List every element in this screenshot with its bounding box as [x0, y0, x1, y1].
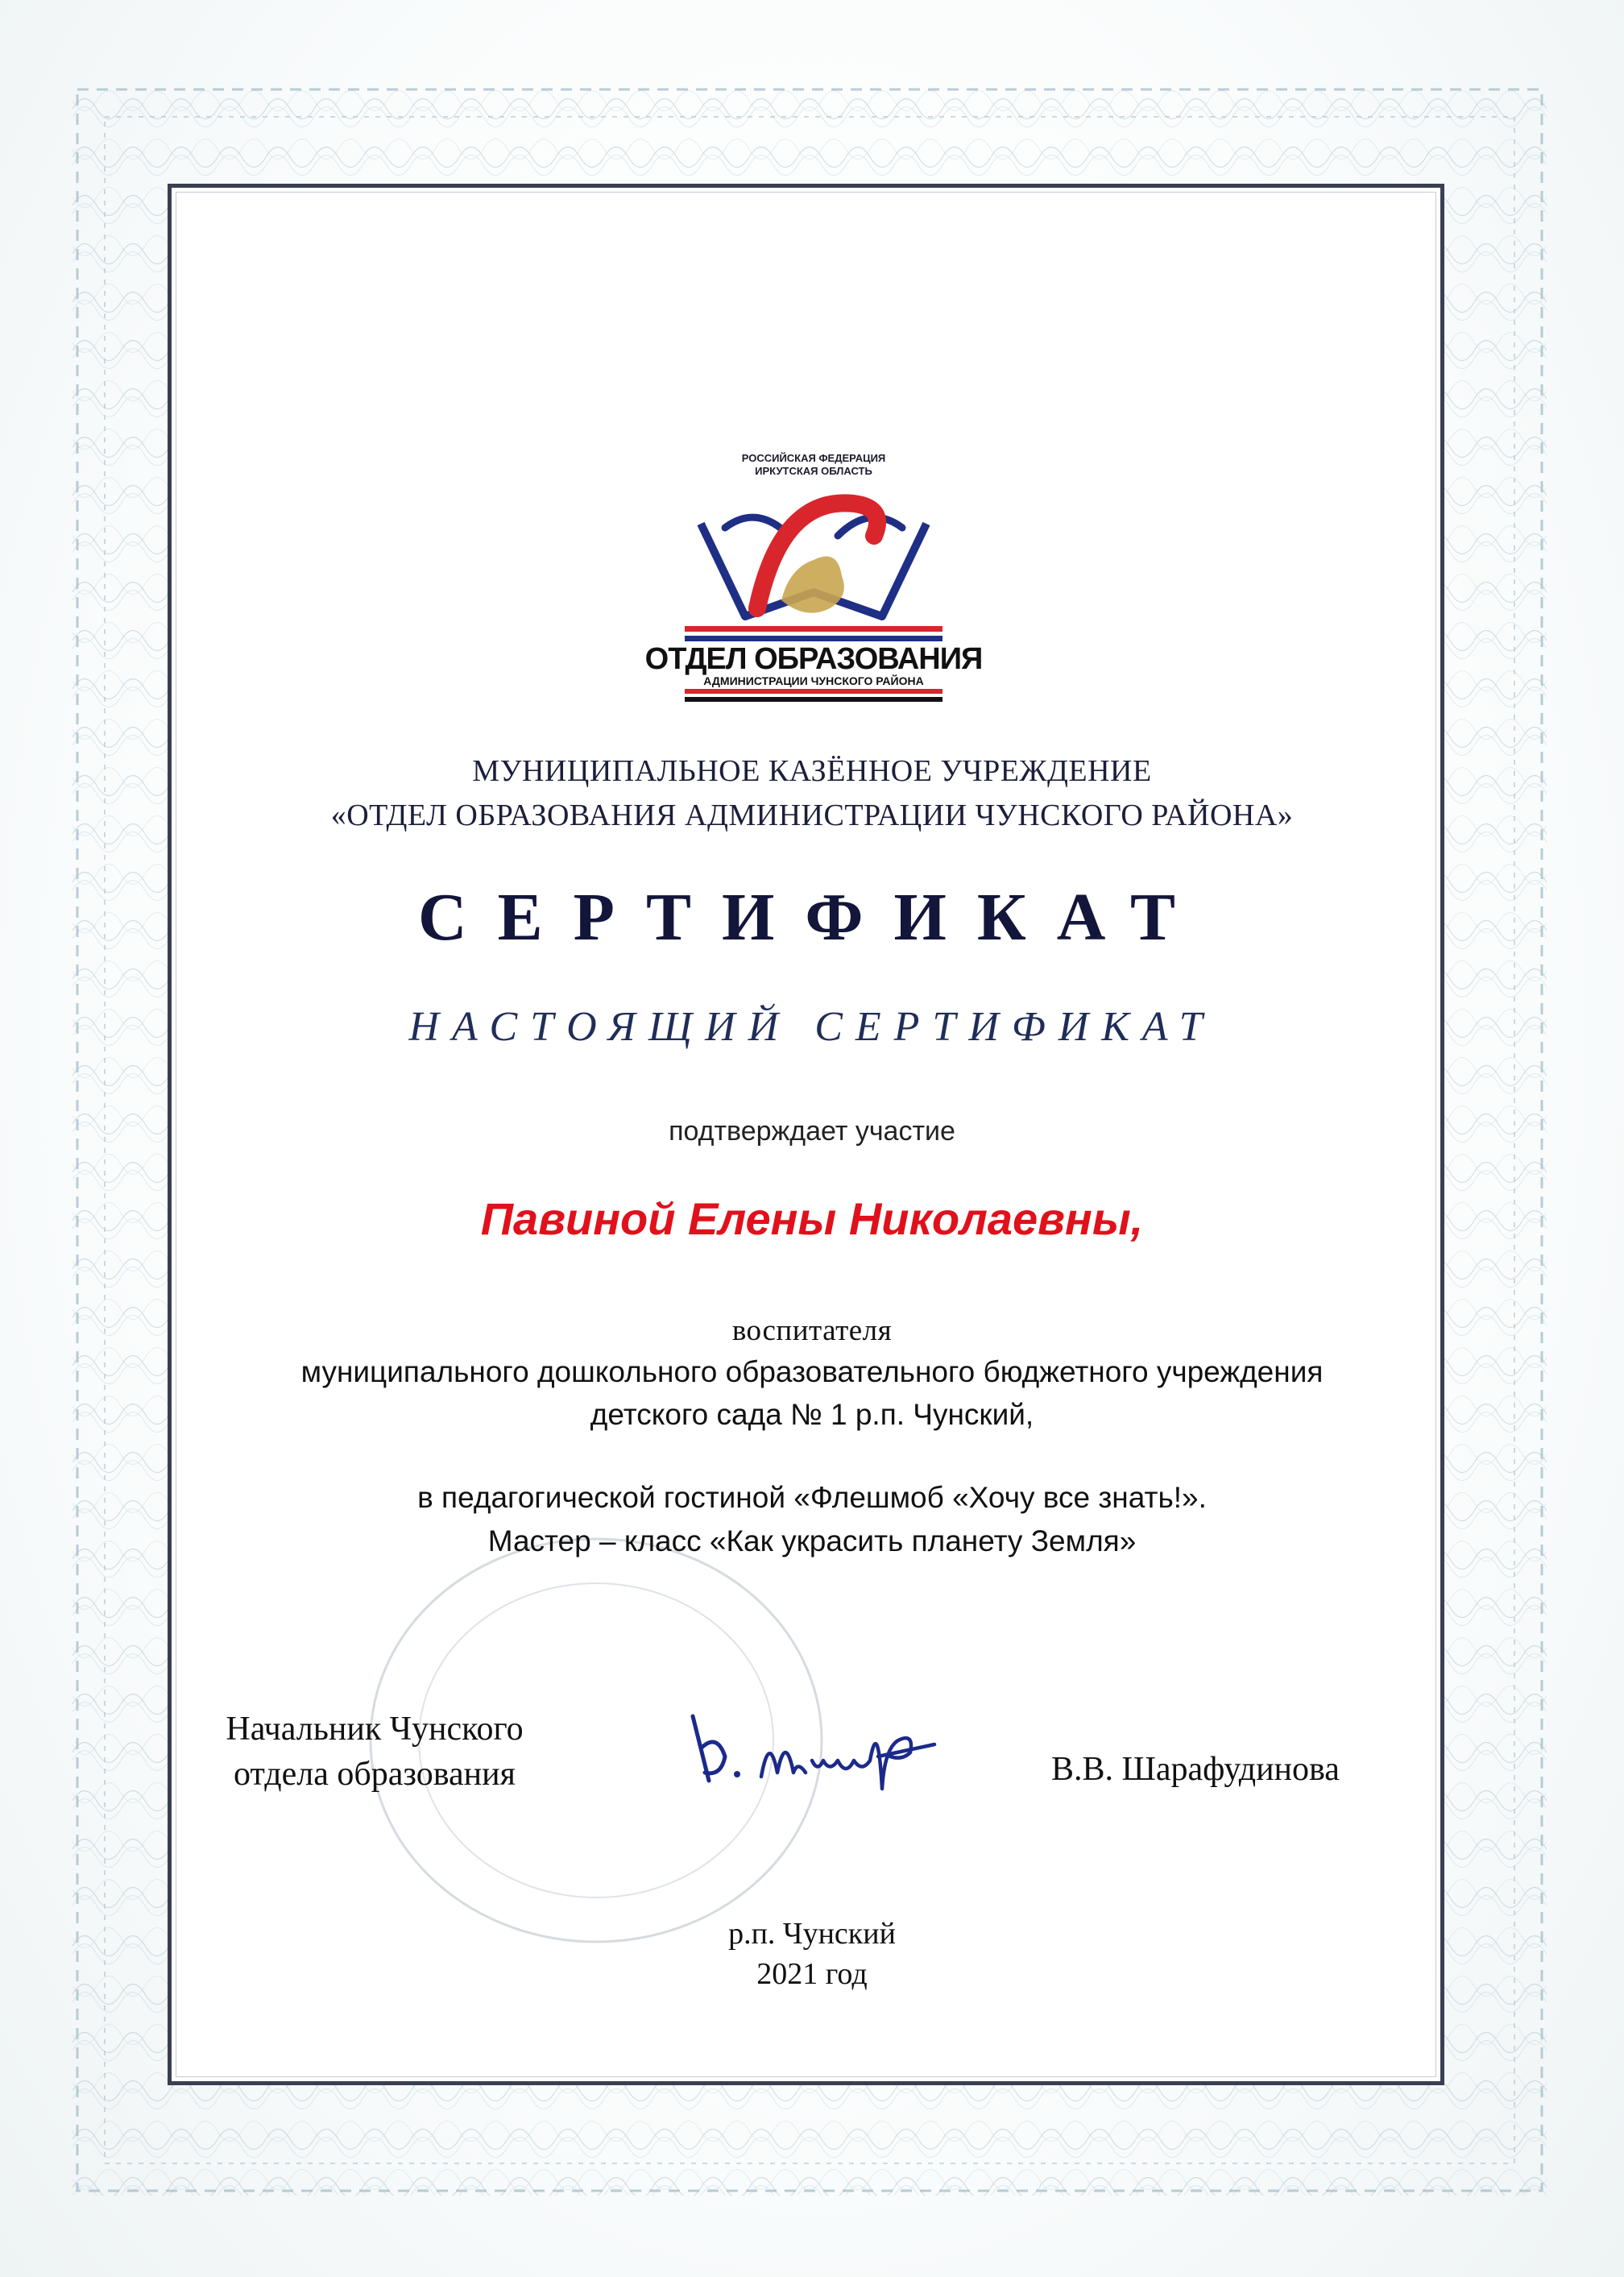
- svg-text:ИРКУТСКАЯ ОБЛАСТЬ: ИРКУТСКАЯ ОБЛАСТЬ: [755, 465, 872, 477]
- event-description-line-1: в педагогической гостиной «Флешмоб «Хочу все знать!».: [417, 1481, 1207, 1514]
- svg-text:АДМИНИСТРАЦИИ ЧУНСКОГО РАЙОНА: АДМИНИСТРАЦИИ ЧУНСКОГО РАЙОНА: [703, 674, 924, 687]
- institution-name: муниципального дошкольного образовательного бюджетного учреждения: [300, 1355, 1324, 1388]
- handwritten-signature: [677, 1684, 983, 1797]
- signatory-title: [185, 1707, 564, 1797]
- education-department-logo: [644, 447, 983, 705]
- kindergarten-name: детского сада № 1 р.п. Чунский,: [590, 1398, 1034, 1431]
- event-description-line-2: Мастер – класс «Как украсить планету Земля»: [487, 1524, 1137, 1557]
- issue-year: 2021 год: [756, 1957, 868, 1991]
- recipient-position: воспитателя: [731, 1314, 893, 1347]
- issue-place: р.п. Чунский: [728, 1917, 896, 1951]
- recipient-name: Павиной Елены Николаевны,: [480, 1193, 1144, 1244]
- organization-line-1: МУНИЦИПАЛЬНОЕ КАЗЁННОЕ УЧРЕЖДЕНИЕ: [472, 754, 1152, 788]
- signatory-title-line-2: отдела образования: [234, 1756, 516, 1793]
- confirms-participation: подтверждает участие: [669, 1116, 955, 1147]
- certificate-subtitle: НАСТОЯЩИЙ СЕРТИФИКАТ: [408, 1004, 1216, 1050]
- svg-text:РОССИЙСКАЯ ФЕДЕРАЦИЯ: РОССИЙСКАЯ ФЕДЕРАЦИЯ: [741, 452, 886, 464]
- svg-text:ОТДЕЛ ОБРАЗОВАНИЯ: ОТДЕЛ ОБРАЗОВАНИЯ: [644, 642, 983, 676]
- organization-line-2: «ОТДЕЛ ОБРАЗОВАНИЯ АДМИНИСТРАЦИИ ЧУНСКОГО РАЙОНА»: [330, 798, 1294, 832]
- certificate-title: СЕРТИФИКАТ: [417, 880, 1207, 955]
- signatory-name: В.В. Шарафудинова: [1051, 1751, 1340, 1788]
- signatory-title-line-1: Начальник Чунского: [226, 1711, 524, 1748]
